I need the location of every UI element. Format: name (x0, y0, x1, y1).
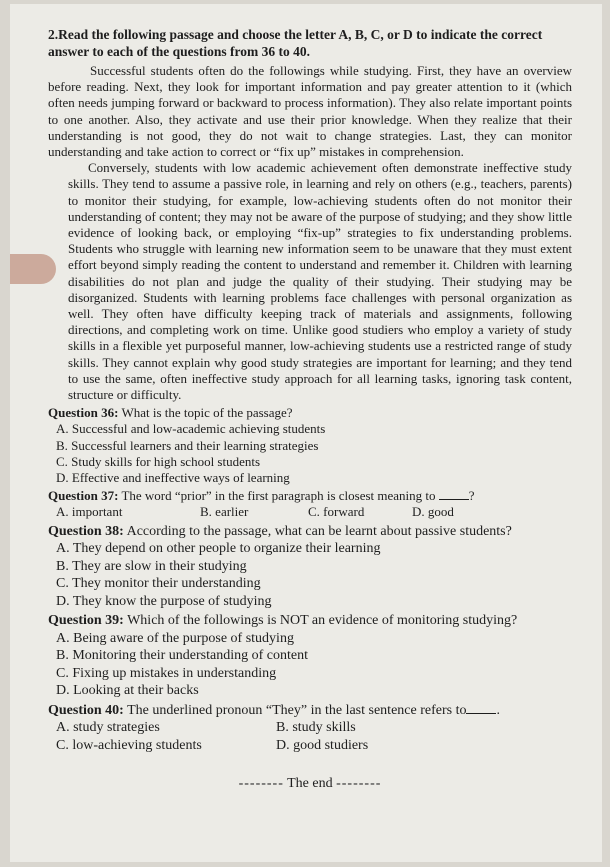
option-a: A. Successful and low-academic achieving students (56, 421, 326, 437)
worksheet-page (10, 4, 602, 862)
option-d: D. Looking at their backs (56, 683, 199, 699)
question-label: Question 39: (48, 613, 124, 629)
question-label: Question 40: (48, 702, 124, 718)
options-grid (56, 719, 572, 754)
options-row (56, 504, 572, 520)
option-d: D. Effective and ineffective ways of learning (56, 470, 290, 486)
option-c: C. Study skills for high school students (56, 453, 261, 469)
option-c: C. Fixing up mistakes in understanding (56, 665, 277, 681)
option-c: C. forward (308, 504, 365, 520)
option-a: A. important (56, 504, 123, 520)
document-body (48, 26, 572, 806)
section-title: 2.Read the following passage and choose the letter A, B, C, or D to indicate the correct answer to each of the questions from 36 to 40. (48, 27, 543, 59)
question-text: The word “prior” in the first paragraph is closest meaning to (121, 488, 436, 504)
question-40 (48, 702, 572, 755)
question-36 (48, 405, 572, 486)
question-label: Question 36: (48, 405, 119, 421)
passage-paragraph-2: Conversely, students with low academic achievement often demonstrate ineffective study skills. They tend to assume a passive role, in learning and rely on others (e.g., teachers, parents) to monitor their studying, for example, low-achieving students often do not monitor their understanding of content; they may not be aware of the purpose of studying; and they show little evidence of looking back, or employing “fix-up” strategies to fix understanding problems. Students who struggle with learning new information seem to be unaware that they must extent effort beyond simply reading the content to understand and remember it. Children with learning disabilities do not plan and judge the quality of their studying. Their studying may be disorganized. Students with learning problems face challenges with personal organization as well. They often have difficulty keeping track of materials and assignments, following directions, and completing work on time. Unlike good studiers who employ a variety of study skills in a flexible yet purposeful manner, low-achieving students use a restricted range of study skills. They cannot explain why good study strategies are important for learning; and they tend to use the same, often ineffective study approach for all learning tasks, ignoring task content, structure or difficulty. (68, 160, 572, 403)
option-a: A. Being aware of the purpose of studying (56, 630, 294, 646)
option-b: B. Successful learners and their learning strategies (56, 437, 319, 453)
question-end: ? (468, 488, 475, 504)
question-label: Question 37: (48, 488, 119, 504)
question-label: Question 38: (48, 523, 124, 539)
option-b: B. earlier (200, 504, 249, 520)
option-b: B. Monitoring their understanding of content (56, 648, 308, 664)
answer-blank (466, 712, 496, 714)
option-d: D. good (412, 504, 454, 520)
option-b: B. They are slow in their studying (56, 558, 247, 574)
end-text: The end (287, 776, 333, 792)
option-a: A. They depend on other people to organize their learning (56, 541, 381, 557)
question-38 (48, 523, 572, 611)
passage-paragraph-1: Successful students often do the followings while studying. First, they have an overview before reading. Next, they look for important information and pay greater attention to it (which often needs jumping forward or backward to process information). They also relate important points to one another. Also, they activate and use their prior knowledge. When they realize that their understanding is not good, they do not wait to change strategies. Last, they can monitor understanding and take action to correct or “fix up” mistakes in comprehension. (48, 63, 572, 160)
option-a: A. study strategies (56, 720, 160, 736)
dash-right: -------- (336, 776, 382, 792)
question-text: The underlined pronoun “They” in the last sentence refers to (127, 702, 467, 718)
question-text: What is the topic of the passage? (121, 405, 293, 421)
question-text: Which of the followings is NOT an evidence of monitoring studying? (127, 613, 518, 629)
end-marker (48, 776, 572, 792)
question-39 (48, 612, 572, 700)
question-37 (48, 488, 572, 520)
question-end: . (496, 702, 500, 718)
dash-left: -------- (238, 776, 284, 792)
option-d: D. They know the purpose of studying (56, 593, 272, 609)
answer-blank (439, 498, 469, 500)
option-d: D. good studiers (276, 737, 369, 753)
option-c: C. low-achieving students (56, 737, 202, 753)
question-text: According to the passage, what can be learnt about passive students? (126, 523, 512, 539)
option-b: B. study skills (276, 720, 356, 736)
option-c: C. They monitor their understanding (56, 576, 261, 592)
